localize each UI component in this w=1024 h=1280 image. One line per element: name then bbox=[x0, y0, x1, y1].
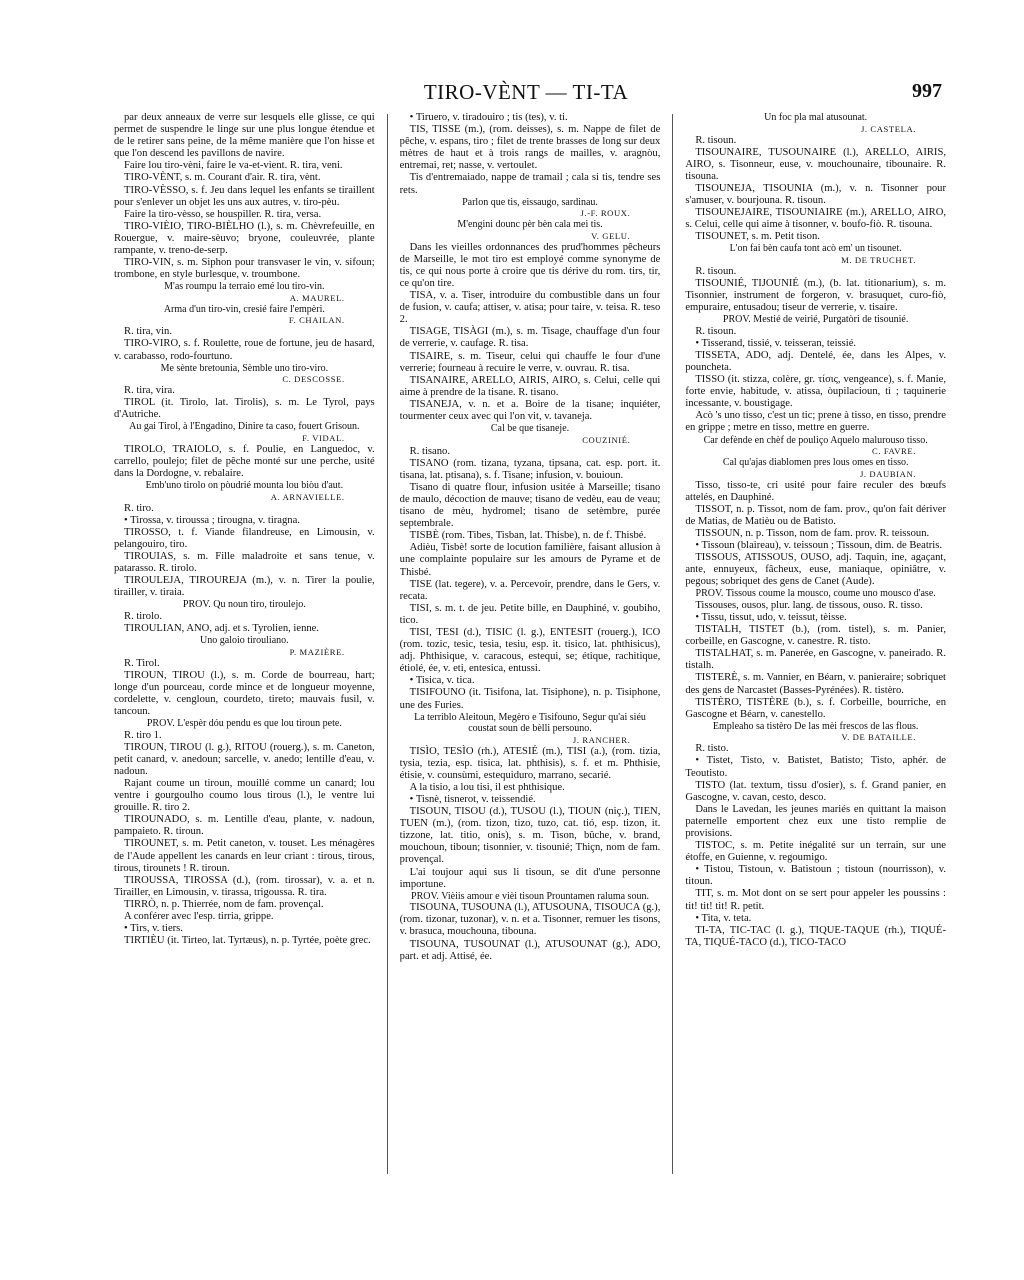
dictionary-entry: TISOUNIÉ, TIJOUNIÉ (m.), (b. lat. titionarium), s. m. Tisonnier, instrument de forgeron, v. brasuquet, curo-fiò, empuraire, entusadou; tiseur de verrerie, v. tisaire. bbox=[685, 277, 946, 314]
dictionary-entry: TISTALHAT, s. m. Panerée, en Gascogne, v. paneirado. R. tistalh. bbox=[685, 648, 946, 672]
dictionary-entry: Tis d'entremaiado, nappe de tramail ; cala si tis, tendre ses rets. bbox=[399, 172, 661, 196]
dictionary-entry: TISIFOUNO (it. Tisifona, lat. Tisiphone), n. p. Tisiphone, une des Furies. bbox=[399, 687, 661, 711]
quotation-line: PROV. Qu noun tiro, tiroulejo. bbox=[182, 599, 306, 611]
dictionary-entry: TISSOUS, ATISSOUS, OUSO, adj. Taquin, ine, agaçant, ante, ennuyeux, fâcheux, euse, maniaque, opiniâtre, v. pegous; sobriquet des gens de Canet (Aude). bbox=[685, 552, 946, 588]
dictionary-entry: Dans les vieilles ordonnances des prud'hommes pêcheurs de Marseille, le mot tiro est employé comme synonyme de tis, ce qui nous porte à croire que tis dérive du rom. tirs, tir, ce qu'on tire. bbox=[399, 241, 661, 289]
dictionary-entry: TISANO (rom. tizana, tyzana, tipsana, cat. esp. port. it. tisana, lat. ptisana), s. f. Tisane; infusion, v. bouioun. bbox=[399, 457, 661, 481]
dictionary-entry: TISTÈRO, TISTÈRE (b.), s. f. Corbeille, bourriche, en Gascogne et Béarn, v. canestello. bbox=[685, 696, 946, 720]
dictionary-entry: TIROUNADO, s. m. Lentille d'eau, plante, v. nadoun, pampaieto. R. tiroun. bbox=[114, 814, 375, 838]
dictionary-entry: Adièu, Tisbè! sorte de locution familière, faisant allusion à une complainte populaire sur les amours de Pyrame et de Thisbé. bbox=[399, 542, 661, 578]
dictionary-entry: TISOUNEJA, TISOUNIA (m.), v. n. Tisonner pour s'amuser, v. bourjouna. R. tisoun. bbox=[685, 182, 946, 206]
dictionary-entry: Tisso, tisso-te, cri usité pour faire reculer des bœufs attelés, en Dauphiné. bbox=[685, 479, 946, 503]
dictionary-entry: TISI, s. m. t. de jeu. Petite bille, en Dauphiné, v. goubiho, tico. bbox=[399, 602, 661, 626]
dictionary-entry: TIRO-VIRO, s. f. Roulette, roue de fortune, jeu de hasard, v. carabasso, rodo-fourtuno. bbox=[114, 338, 375, 362]
dictionary-entry: TISOUN, TISOU (d.), TUSOU (l.), TIOUN (niç.), TIEN, TUEN (m.), (rom. tizon, tizo, tuzo, cat. tió, esp. tizon, it. tizzone, lat. titio, onis), s. m. Tison, bûche, v. brand, mouchoun, tiboun; tisonnier, v. tisounié; Thiçn, nom de fam. provençal. bbox=[399, 806, 661, 866]
dictionary-entry: TI-TA, TIC-TAC (l. g.), TIQUE-TAQUE (rh.), TIQUÉ-TA, TIQUÉ-TACO (d.), TICO-TACO bbox=[685, 924, 946, 948]
dictionary-entry: R. tiro 1. bbox=[124, 729, 162, 741]
dictionary-entry: TISTALH, TISTET (b.), (rom. tistel), s. m. Panier, corbeille, en Gascogne, v. canestre. R. tisto. bbox=[685, 624, 946, 648]
quotation-author: C. DESCOSSE. bbox=[282, 374, 345, 385]
dictionary-entry: A conférer avec l'esp. tirria, grippe. bbox=[124, 910, 274, 922]
quotation-author: F. VIDAL. bbox=[302, 432, 345, 443]
quotation-line: Cal be que tisaneje. bbox=[490, 423, 570, 435]
dictionary-entry: TISSOUN, n. p. Tisson, nom de fam. prov. R. teissoun. bbox=[695, 527, 930, 539]
quotation-author: J. CASTELA. bbox=[860, 123, 916, 134]
column-1 bbox=[114, 112, 375, 1192]
quotation-line: PROV. Vièiis amour e vièi tisoun Prountamen raluma soun. bbox=[411, 890, 649, 902]
quotation-author: A. ARNAVIELLE. bbox=[270, 491, 345, 502]
dictionary-entry: TIT, s. m. Mot dont on se sert pour appeler les poussins : tit! tit! tit! R. petit. bbox=[685, 888, 946, 912]
quotation-line: Uno galoio tirouliano. bbox=[200, 635, 289, 647]
quotation-line: Empleaho sa tistèro De las mèi frescos de las flous. bbox=[712, 720, 919, 732]
dictionary-entry: Dans le Lavedan, les jeunes mariés en quittant la maison paternelle emportent chez eux une tisto remplie de provisions. bbox=[685, 803, 946, 839]
dictionary-entry: TISANEJA, v. n. et a. Boire de la tisane; inquiéter, tourmenter ceux avec qui l'on vit, v. tavaneja. bbox=[399, 398, 661, 422]
dictionary-entry: TISOUNEJAIRE, TISOUNIAIRE (m.), ARELLO, AIRO, s. Celui, celle qui aime à tisonner, v. boufo-fiò. R. tisouna. bbox=[685, 207, 946, 231]
quotation-line: La terriblo Aleitoun, Megèro e Tisifouno, Segur qu'ai siéu coustat soun de bèlli persouno. bbox=[414, 711, 646, 735]
dictionary-entry: TIRO-VIN, s. m. Siphon pour transvaser le vin, v. sifoun; trombone, en style burlesque, v. troumbone. bbox=[114, 257, 375, 281]
dictionary-entry: TISTOC, s. m. Petite inégalité sur un terrain, sur une étoffe, en Guienne, v. regoumigo. bbox=[685, 840, 946, 864]
quotation-line: L'on fai bèn caufa tont acò em' un tisounet. bbox=[729, 243, 902, 255]
dictionary-columns bbox=[114, 112, 946, 1192]
page-header bbox=[110, 80, 942, 114]
dictionary-entry: R. tiro. bbox=[124, 502, 154, 514]
dictionary-entry: TIROUSSA, TIROSSA (d.), (rom. tirossar), v. a. et n. Tirailler, en Limousin, v. tirassa, trigoussa. R. tira. bbox=[114, 874, 375, 898]
dictionary-entry: • Tisica, v. tica. bbox=[409, 675, 475, 687]
dictionary-entry: TISÌO, TESÌO (rh.), ATESIÉ (m.), TISI (a.), (rom. tizia, tysia, tezia, esp. tisica, lat. phthisis), s. f. et m. Phthisie, étisie, v. counsùmi, estequiduro, marrano, secarié. bbox=[399, 745, 661, 781]
dictionary-entry: R. tira, vin. bbox=[124, 326, 172, 338]
dictionary-entry: TISOUNA, TUSOUNAT (l.), ATUSOUNAT (g.), ADO, part. et adj. Attisé, ée. bbox=[399, 938, 661, 962]
quotation-line: Emb'uno tirolo on pòudrié mounta lou biòu d'aut. bbox=[145, 480, 344, 492]
dictionary-entry: Tisano di quatre flour, infusion usitée à Marseille; tisano de maulo, décoction de mauve; tisano de vedèu, eau de veau; tisano de mèu, hydromel; tisano de setèmbre, purée septembrale. bbox=[399, 481, 661, 530]
column-divider bbox=[672, 114, 673, 1174]
dictionary-entry: TISI, TESI (d.), TISIC (l. g.), ENTESIT (rouerg.), ICO (rom. tozic, tesic, tesia, tesiu, esp. it. tisico, lat. phthisicus), adj. Phthisique, v. caracous, estequi, se; étique, rachitique, étiolé, ée, v. eti, entesica, entussi. bbox=[399, 626, 661, 675]
dictionary-entry: L'ai toujour aqui sus li tisoun, se dit d'une personne importune. bbox=[399, 866, 661, 890]
quotation-line: Cal qu'ajas diablomen pres lous omes en tisso. bbox=[722, 457, 909, 469]
quotation-author: COUZINIÉ. bbox=[582, 434, 631, 445]
dictionary-entry: R. tisano. bbox=[409, 445, 450, 457]
quotation-author: A. MAUREL. bbox=[289, 292, 345, 303]
column-3 bbox=[685, 112, 946, 1192]
column-divider bbox=[387, 114, 388, 1174]
dictionary-entry: TIRTIÈU (it. Tirteo, lat. Tyrtæus), n. p. Tyrtée, poète grec. bbox=[124, 935, 371, 947]
quotation-author: V. DE BATAILLE. bbox=[841, 732, 916, 743]
quotation-line: PROV. Mestié de veirié, Purgatòri de tisounié. bbox=[722, 314, 909, 326]
page-number: 997 bbox=[912, 80, 942, 102]
dictionary-entry: R. Tirol. bbox=[124, 657, 160, 669]
quotation-author: P. MAZIÈRE. bbox=[289, 646, 345, 657]
dictionary-entry: Acò 's uno tisso, c'est un tic; prene à tisso, en tisso, prendre en grippe ; metre en tisso, mettre en guerre. bbox=[685, 410, 946, 434]
dictionary-entry: TIROSSO, t. f. Viande filandreuse, en Limousin, v. pelangouiro, tiro. bbox=[114, 526, 375, 550]
dictionary-entry: TIROL (it. Tirolo, lat. Tirolis), s. m. Le Tyrol, pays d'Autriche. bbox=[114, 397, 375, 421]
dictionary-entry: TISOUNA, TUSOUNA (l.), ATUSOUNA, TISOUCA (g.), (rom. tizonar, tuzonar), v. n. et a. Tisonner, remuer les tisons, v. brasuca, mouchouna, tibouna. bbox=[399, 902, 661, 938]
quotation-line: Me sènte bretounia, Sèmble uno tiro-viro. bbox=[160, 362, 329, 374]
dictionary-entry: TIROULEJA, TIROUREJA (m.), v. n. Tirer la poulie, tirailler, v. tiraia. bbox=[114, 575, 375, 599]
quotation-line: PROV. Tissous coume la mousco, coume uno mousco d'ase. bbox=[695, 588, 936, 600]
quotation-author: C. FAVRE. bbox=[871, 446, 916, 457]
dictionary-entry: TIROULIAN, ANO, adj. et s. Tyrolien, ienne. bbox=[124, 623, 320, 634]
running-head: TIRO-VÈNT — TI-TA bbox=[423, 80, 629, 104]
quotation-author: J. DAUBIAN. bbox=[859, 468, 916, 479]
quotation-line: Arma d'un tiro-vin, cresié faire l'empèri. bbox=[163, 303, 325, 315]
dictionary-entry: TISE (lat. tegere), v. a. Percevoir, prendre, dans le Gers, v. recata. bbox=[399, 578, 661, 602]
dictionary-entry: • Tirs, v. tiers. bbox=[124, 923, 183, 935]
dictionary-entry: • Tisnè, tisnerot, v. teissendié. bbox=[409, 794, 536, 805]
dictionary-entry: TIRO-VIÈIO, TIRO-BIÈLHO (l.), s. m. Chèvrefeuille, en Rouergue, v. maire-sèuvo; bryone, couleuvrée, plante rampante, v. treno-de-serp. bbox=[114, 220, 375, 257]
column-2 bbox=[400, 112, 661, 1192]
dictionary-entry: TISSOT, n. p. Tissot, nom de fam. prov., qu'on fait dériver de Matias, de Matièu ou de Batisto. bbox=[685, 503, 946, 527]
dictionary-entry: • Tistet, Tisto, v. Batistet, Batisto; Tisto, aphér. de Teoutisto. bbox=[685, 755, 946, 779]
dictionary-entry: Tissouses, ousos, plur. lang. de tissous, ouso. R. tisso. bbox=[695, 599, 923, 611]
quotation-line: PROV. L'espèr dóu pendu es que lou tiroun pete. bbox=[146, 718, 342, 730]
quotation-author: J.-F. ROUX. bbox=[580, 208, 631, 219]
dictionary-entry: Rajant coume un tiroun, mouillé comme un canard; lou ventre i gourgoulho coumo lous tirous (l.), le ventre lui grouille. R. tiro 2. bbox=[114, 777, 375, 814]
dictionary-entry: TISANAIRE, ARELLO, AIRIS, AIRO, s. Celui, celle qui aime à prendre de la tisane. R. tisano. bbox=[399, 374, 661, 398]
quotation-line: M'as roumpu la terraio emé lou tiro-vin. bbox=[164, 281, 325, 293]
dictionary-entry: R. tisoun. bbox=[695, 134, 737, 146]
quotation-author: J. RANCHER. bbox=[572, 734, 631, 745]
quotation-line: Au gai Tirol, à l'Engadino, Dinire ta caso, fouert Grisoun. bbox=[129, 421, 360, 433]
dictionary-entry: TISSO (it. stizza, colère, gr. τίσις, vengeance), s. f. Manie, forte envie, habitude, v. atissa, òupilacioun, tì ; taquinerie incessante, v. boustigage. bbox=[685, 374, 946, 410]
quotation-line: Car defènde en chèf de pouliço Aquelo malurouso tisso. bbox=[703, 434, 928, 446]
dictionary-entry: TIROUN, TIROU (l.), s. m. Corde de bourreau, hart; longe d'un pourceau, corde mince et de longueur moyenne, cordelette, v. cengloun, courdeto, tireto; mauvais fusil, v. tancoun. bbox=[114, 669, 375, 717]
dictionary-entry: • Tissu, tissut, udo, v. teissut, tèisse. bbox=[695, 612, 847, 623]
dictionary-entry: • Tissoun (blaireau), v. teissoun ; Tissoun, dim. de Beatris. bbox=[695, 540, 943, 552]
dictionary-entry: Faire la tiro-vèsso, se houspiller. R. tira, versa. bbox=[124, 208, 322, 220]
dictionary-entry: R. tisoun. bbox=[695, 325, 737, 337]
dictionary-entry: TIROUIAS, s. m. Fille maladroite et sans tenue, v. patarasso. R. tirolo. bbox=[114, 551, 375, 575]
dictionary-entry: • Tita, v. teta. bbox=[695, 912, 752, 924]
dictionary-entry: • Tistou, Tistoun, v. Batistoun ; tistoun (nourrisson), v. titoun. bbox=[685, 864, 946, 888]
quotation-line: Un foc pla mal atusounat. bbox=[764, 112, 868, 123]
dictionary-entry: TISAIRE, s. m. Tiseur, celui qui chauffe le four d'une verrerie; fourneau à recuire le verre, v. ouvrau. R. tisa. bbox=[399, 350, 661, 374]
dictionary-entry: TISOUNET, s. m. Petit tison. bbox=[695, 231, 820, 243]
dictionary-entry: R. tira, vira. bbox=[124, 385, 175, 397]
dictionary-entry: Faire lou tiro-vèni, faire le va-et-vient. R. tira, veni. bbox=[124, 160, 343, 172]
dictionary-entry: TISA, v. a. Tiser, introduire du combustible dans un four de fusion, v. caufa; attiser, v. atisa; pour taire, v. teisa. R. teso 2. bbox=[399, 290, 661, 326]
quotation-author: M. DE TRUCHET. bbox=[841, 254, 916, 265]
dictionary-entry: TIRO-VÈNT, s. m. Courant d'air. R. tira, vènt. bbox=[124, 172, 321, 184]
quotation-author: V. GELU. bbox=[591, 230, 631, 241]
dictionary-entry: par deux anneaux de verre sur lesquels elle glisse, ce qui permet de suspendre le linge sur une plus longue étendue et de le retirer sans peine, de la même manière que l'on hisse et que l'on descend les pavillons de navire. bbox=[114, 112, 375, 160]
dictionary-entry: TISAGE, TISÀGI (m.), s. m. Tisage, chauffage d'un four de verrerie, v. caufage. R. tisa. bbox=[399, 326, 661, 350]
quotation-line: M'engini dounc pèr bèn cala mei tis. bbox=[457, 219, 603, 231]
dictionary-entry: TIS, TISSE (m.), (rom. deisses), s. m. Nappe de filet de pêche, v. espans, tiro ; filet de trente brasses de long sur deux mètres de haut et à trois rangs de mailles, v. aragnòu, entremai, ret; nasse, v. vertoulet. bbox=[399, 124, 661, 172]
dictionary-entry: • Tisserand, tissié, v. teisseran, teissié. bbox=[695, 337, 857, 349]
quotation-author: F. CHAILAN. bbox=[288, 315, 345, 326]
dictionary-entry: TISSETA, ADO, adj. Dentelé, ée, dans les Alpes, v. pouncheta. bbox=[685, 349, 946, 373]
dictionary-entry: TIROLO, TRAIOLO, s. f. Poulie, en Languedoc, v. carrello, poulejo; filet de pêche monté sur une perche, usité dans la Dordogne, v. rebalaire. bbox=[114, 443, 375, 480]
quotation-line: Parlon que tis, eissaugo, sardinau. bbox=[462, 196, 598, 208]
dictionary-entry: TIRRÒ, n. p. Thierrée, nom de fam. provençal. bbox=[124, 898, 324, 910]
dictionary-entry: R. tisoun. bbox=[695, 265, 737, 277]
dictionary-entry: TIROUNET, s. m. Petit caneton, v. touset. Les ménagères de l'Aude appellent les canards en leur criant : tirous, tirous, tirous, tirounets ! R. tiroun. bbox=[114, 838, 375, 874]
dictionary-entry: TISTERÈ, s. m. Vannier, en Béarn, v. panieraire; sobriquet des gens de Narcastet (Basses-Pyrénées). R. tistèro. bbox=[685, 672, 946, 696]
dictionary-entry: TISOUNAIRE, TUSOUNAIRE (l.), ARELLO, AIRIS, AIRO, s. Tisonneur, euse, v. mouchounaire, tibounaire. R. tisouna. bbox=[685, 146, 946, 182]
dictionary-entry: • Tiruero, v. tiradouiro ; tis (tes), v. ti. bbox=[409, 112, 568, 123]
dictionary-entry: R. tisto. bbox=[695, 743, 729, 755]
dictionary-entry: TIROUN, TIROU (l. g.), RITOU (rouerg.), s. m. Caneton, petit canard, v. anedoun; sarcelle, v. anedo; lentille d'eau, v. nadoun. bbox=[114, 741, 375, 777]
dictionary-entry: • Tirossa, v. tiroussa ; tirougna, v. tiragna. bbox=[124, 514, 300, 526]
dictionary-entry: TISTO (lat. textum, tissu d'osier), s. f. Grand panier, en Gascogne, v. cavan, cesto, desco. bbox=[685, 779, 946, 803]
dictionary-entry: A la tisio, a lou tisi, il est phthisique. bbox=[409, 781, 565, 793]
dictionary-entry: TIRO-VÈSSO, s. f. Jeu dans lequel les enfants se tiraillent pour s'enlever un objet les uns aux autres, v. tiro-pèu. bbox=[114, 184, 375, 208]
dictionary-entry: R. tirolo. bbox=[124, 610, 162, 622]
dictionary-entry: TISBÈ (rom. Tibes, Tisban, lat. Thisbe), n. de f. Thisbé. bbox=[409, 530, 647, 542]
